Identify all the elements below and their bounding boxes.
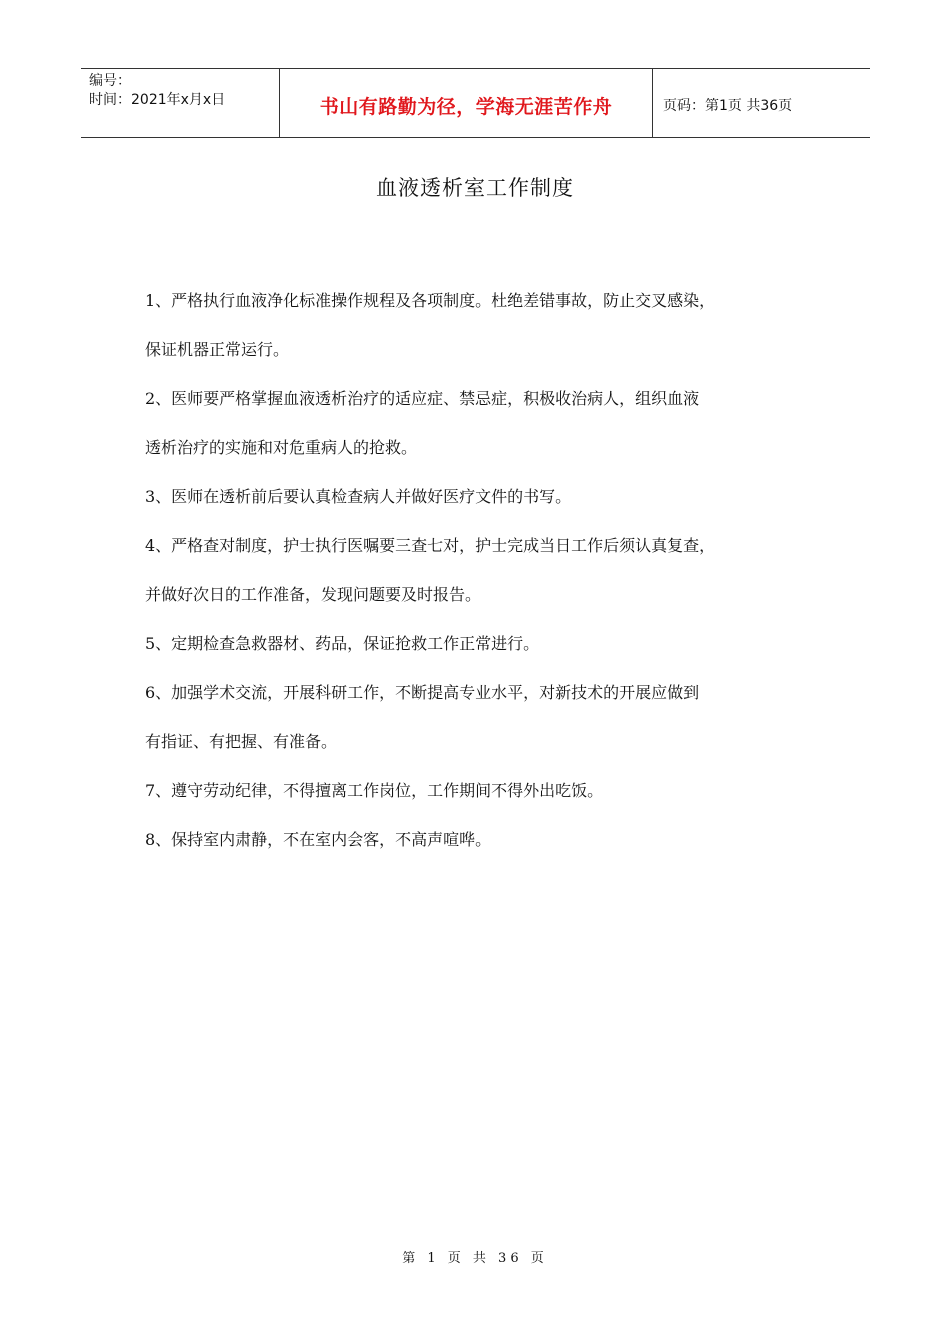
body-line: 保证机器正常运行。 bbox=[145, 340, 290, 359]
motto-cell bbox=[280, 69, 653, 137]
body-line: 6、加强学术交流，开展科研工作，不断提高专业水平，对新技术的开展应做到 bbox=[145, 683, 700, 702]
header-table bbox=[81, 68, 870, 138]
body-line: 1、严格执行血液净化标准操作规程及各项制度。杜绝差错事故，防止交叉感染， bbox=[145, 291, 716, 310]
body-line: 5、定期检查急救器材、药品，保证抢救工作正常进行。 bbox=[145, 634, 540, 653]
motto-text: 书山有路勤为径，学海无涯苦作舟 bbox=[319, 95, 613, 118]
body-line: 透析治疗的实施和对危重病人的抢救。 bbox=[145, 438, 418, 457]
body-line: 2、医师要严格掌握血液透析治疗的适应症、禁忌症，积极收治病人，组织血液 bbox=[145, 389, 700, 408]
number-label: 编号： bbox=[89, 73, 131, 89]
body-line: 8、保持室内肃静，不在室内会客，不高声喧哗。 bbox=[145, 830, 492, 849]
time-label: 时间：2021年x月x日 bbox=[89, 92, 226, 108]
page-footer: 第 1 页 共 36 页 bbox=[402, 1251, 548, 1266]
body-line: 并做好次日的工作准备，发现问题要及时报告。 bbox=[145, 585, 482, 604]
page-info: 页码：第1页 共36页 bbox=[663, 98, 793, 114]
document-title: 血液透析室工作制度 bbox=[376, 176, 574, 200]
body-line: 7、遵守劳动纪律，不得擅离工作岗位，工作期间不得外出吃饭。 bbox=[145, 781, 604, 800]
body-line: 4、严格查对制度，护士执行医嘱要三查七对，护士完成当日工作后须认真复查， bbox=[145, 536, 716, 555]
header-meta-cell bbox=[81, 69, 280, 137]
document-body bbox=[145, 284, 845, 872]
page-info-cell bbox=[653, 69, 870, 137]
body-line: 3、医师在透析前后要认真检查病人并做好医疗文件的书写。 bbox=[145, 487, 572, 506]
body-line: 有指证、有把握、有准备。 bbox=[145, 732, 338, 751]
